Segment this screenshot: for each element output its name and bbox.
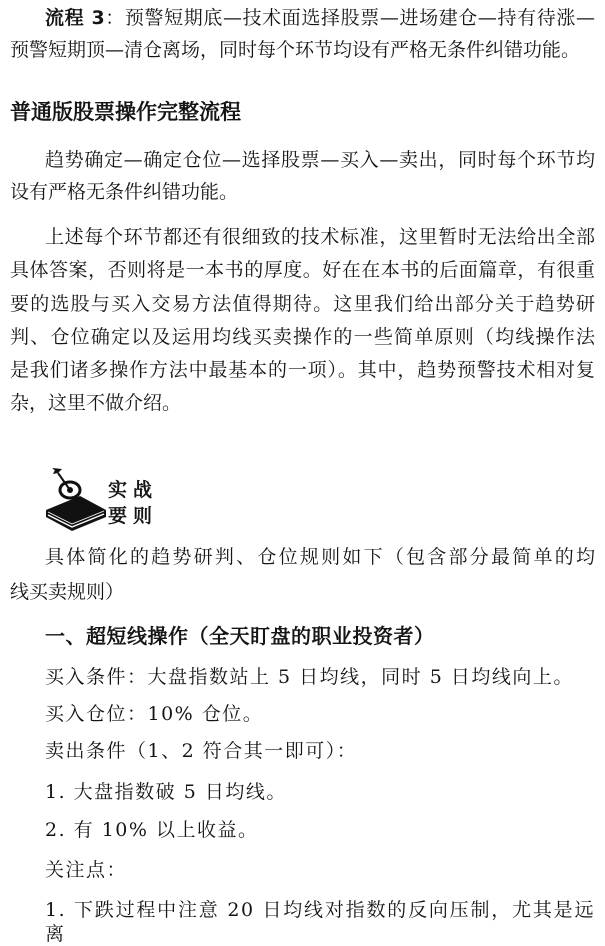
paragraph-line: 具体简化的趋势研判、仓位规则如下（包含部分最简单的均: [45, 546, 595, 568]
buy-position: 买入仓位：10% 仓位。: [45, 703, 264, 725]
flow3-label: 流程 3: [45, 7, 105, 29]
list-item: 2. 有 10% 以上收益。: [45, 819, 259, 841]
paragraph-line: 上述每个环节都还有很细致的技术标准，这里暂时无法给出全部: [45, 226, 595, 248]
focus-label: 关注点：: [45, 859, 128, 881]
flow3-line-1: [10, 6, 595, 30]
sell-condition: 卖出条件（1、2 符合其一即可）：: [45, 740, 358, 762]
flow3-line-2: 预警短期顶—清仓离场，同时每个环节均设有严格无条件纠错功能。: [10, 39, 581, 61]
paragraph-line: 线买卖规则）: [10, 581, 125, 603]
paragraph-line: 具体答案，否则将是一本书的厚度。好在在本书的后面篇章，有很重: [10, 259, 595, 281]
badge-title-line-1: 实战: [108, 479, 159, 501]
paragraph-line: 杂，这里不做介绍。: [10, 392, 182, 414]
paragraph-line: 趋势确定—确定仓位—选择股票—买入—卖出，同时每个环节均: [45, 149, 595, 171]
list-item: 1. 下跌过程中注意 20 日均线对指数的反向压制，尤其是远离: [45, 899, 595, 945]
flow3-line-1-text: ：预警短期底—技术面选择股票—进场建仓—持有待涨—: [104, 7, 595, 29]
book-dart-icon: [44, 466, 108, 532]
badge-title-line-2: 要则: [108, 505, 159, 527]
buy-condition: 买入条件：大盘指数站上 5 日均线，同时 5 日均线向上。: [45, 666, 574, 688]
paragraph-line: 判、仓位确定以及运用均线买卖操作的一些简单原则（均线操作法: [10, 326, 595, 348]
paragraph-line: 要的选股与买入交易方法值得期待。这里我们给出部分关于趋势研: [10, 293, 595, 315]
paragraph-line: 是我们诸多操作方法中最基本的一项）。其中，趋势预警技术相对复: [10, 359, 595, 381]
subsection-heading-ultra-short: 一、超短线操作（全天盯盘的职业投资者）: [45, 624, 435, 648]
list-item: 1. 大盘指数破 5 日均线。: [45, 781, 287, 803]
section-heading-standard-flow: 普通版股票操作完整流程: [10, 100, 241, 124]
paragraph-line: 设有严格无条件纠错功能。: [10, 181, 239, 203]
